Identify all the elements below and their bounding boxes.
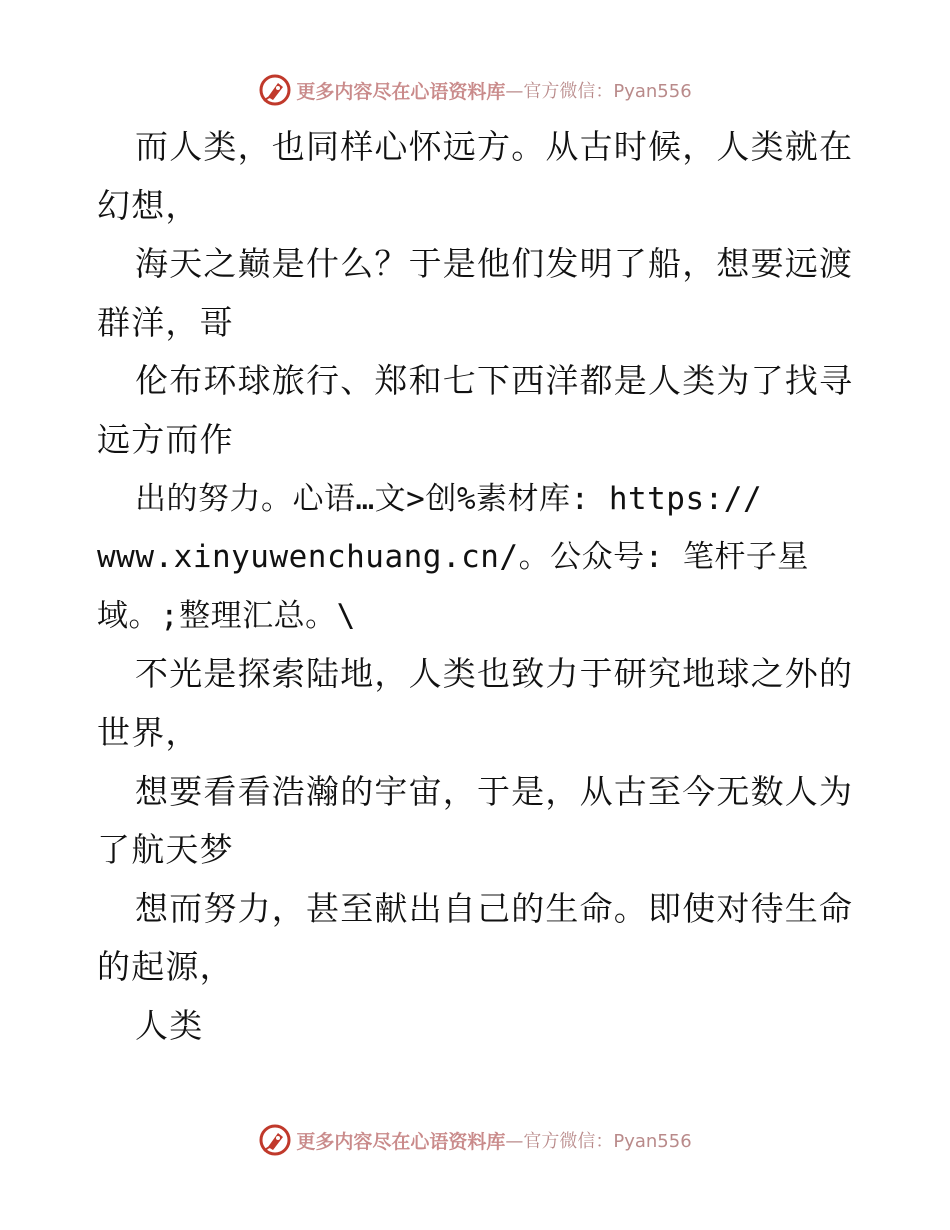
text-line: 群洋，哥 [97,302,234,342]
pen-nib-circle-icon [258,73,292,107]
text-line: 幻想， [97,185,200,225]
text-line: 伦布环球旅行、郑和七下西洋都是人类为了找寻 [135,361,854,401]
text-line: 的起源， [97,947,234,987]
footer-contact-text: —官方微信：Pyan556 [505,1131,692,1152]
text-line: 想要看看浩瀚的宇宙，于是，从古至今无数人为 [135,771,854,811]
text-line: 海天之巅是什么？于是他们发明了船，想要远渡 [135,244,854,284]
pen-nib-circle-icon [258,1123,292,1157]
header-contact-text: —官方微信：Pyan556 [505,81,692,102]
text-line: 想而努力，甚至献出自己的生命。即使对待生命 [135,888,854,928]
footer-watermark [0,1120,950,1160]
header-brand-text: 更多内容尽在心语资料库 [296,80,506,103]
text-line: 了航天梦 [97,830,234,870]
text-line: 人类 [135,1005,204,1045]
text-line: 出的努力。心语…文>创%素材库: https:// [135,480,763,517]
text-line: 而人类，也同样心怀远方。从古时候，人类就在 [135,127,854,166]
text-line: 远方而作 [97,419,234,459]
text-line: www.xinyuwenchuang.cn/。公众号: 笔杆子星 [97,539,809,576]
document-body [97,118,857,1056]
text-line: 域。;整理汇总。\ [97,597,356,634]
footer-brand-text: 更多内容尽在心语资料库 [296,1130,506,1153]
text-line: 不光是探索陆地，人类也致力于研究地球之外的 [135,654,854,694]
header-watermark [0,70,950,110]
text-line: 世界， [97,712,200,752]
